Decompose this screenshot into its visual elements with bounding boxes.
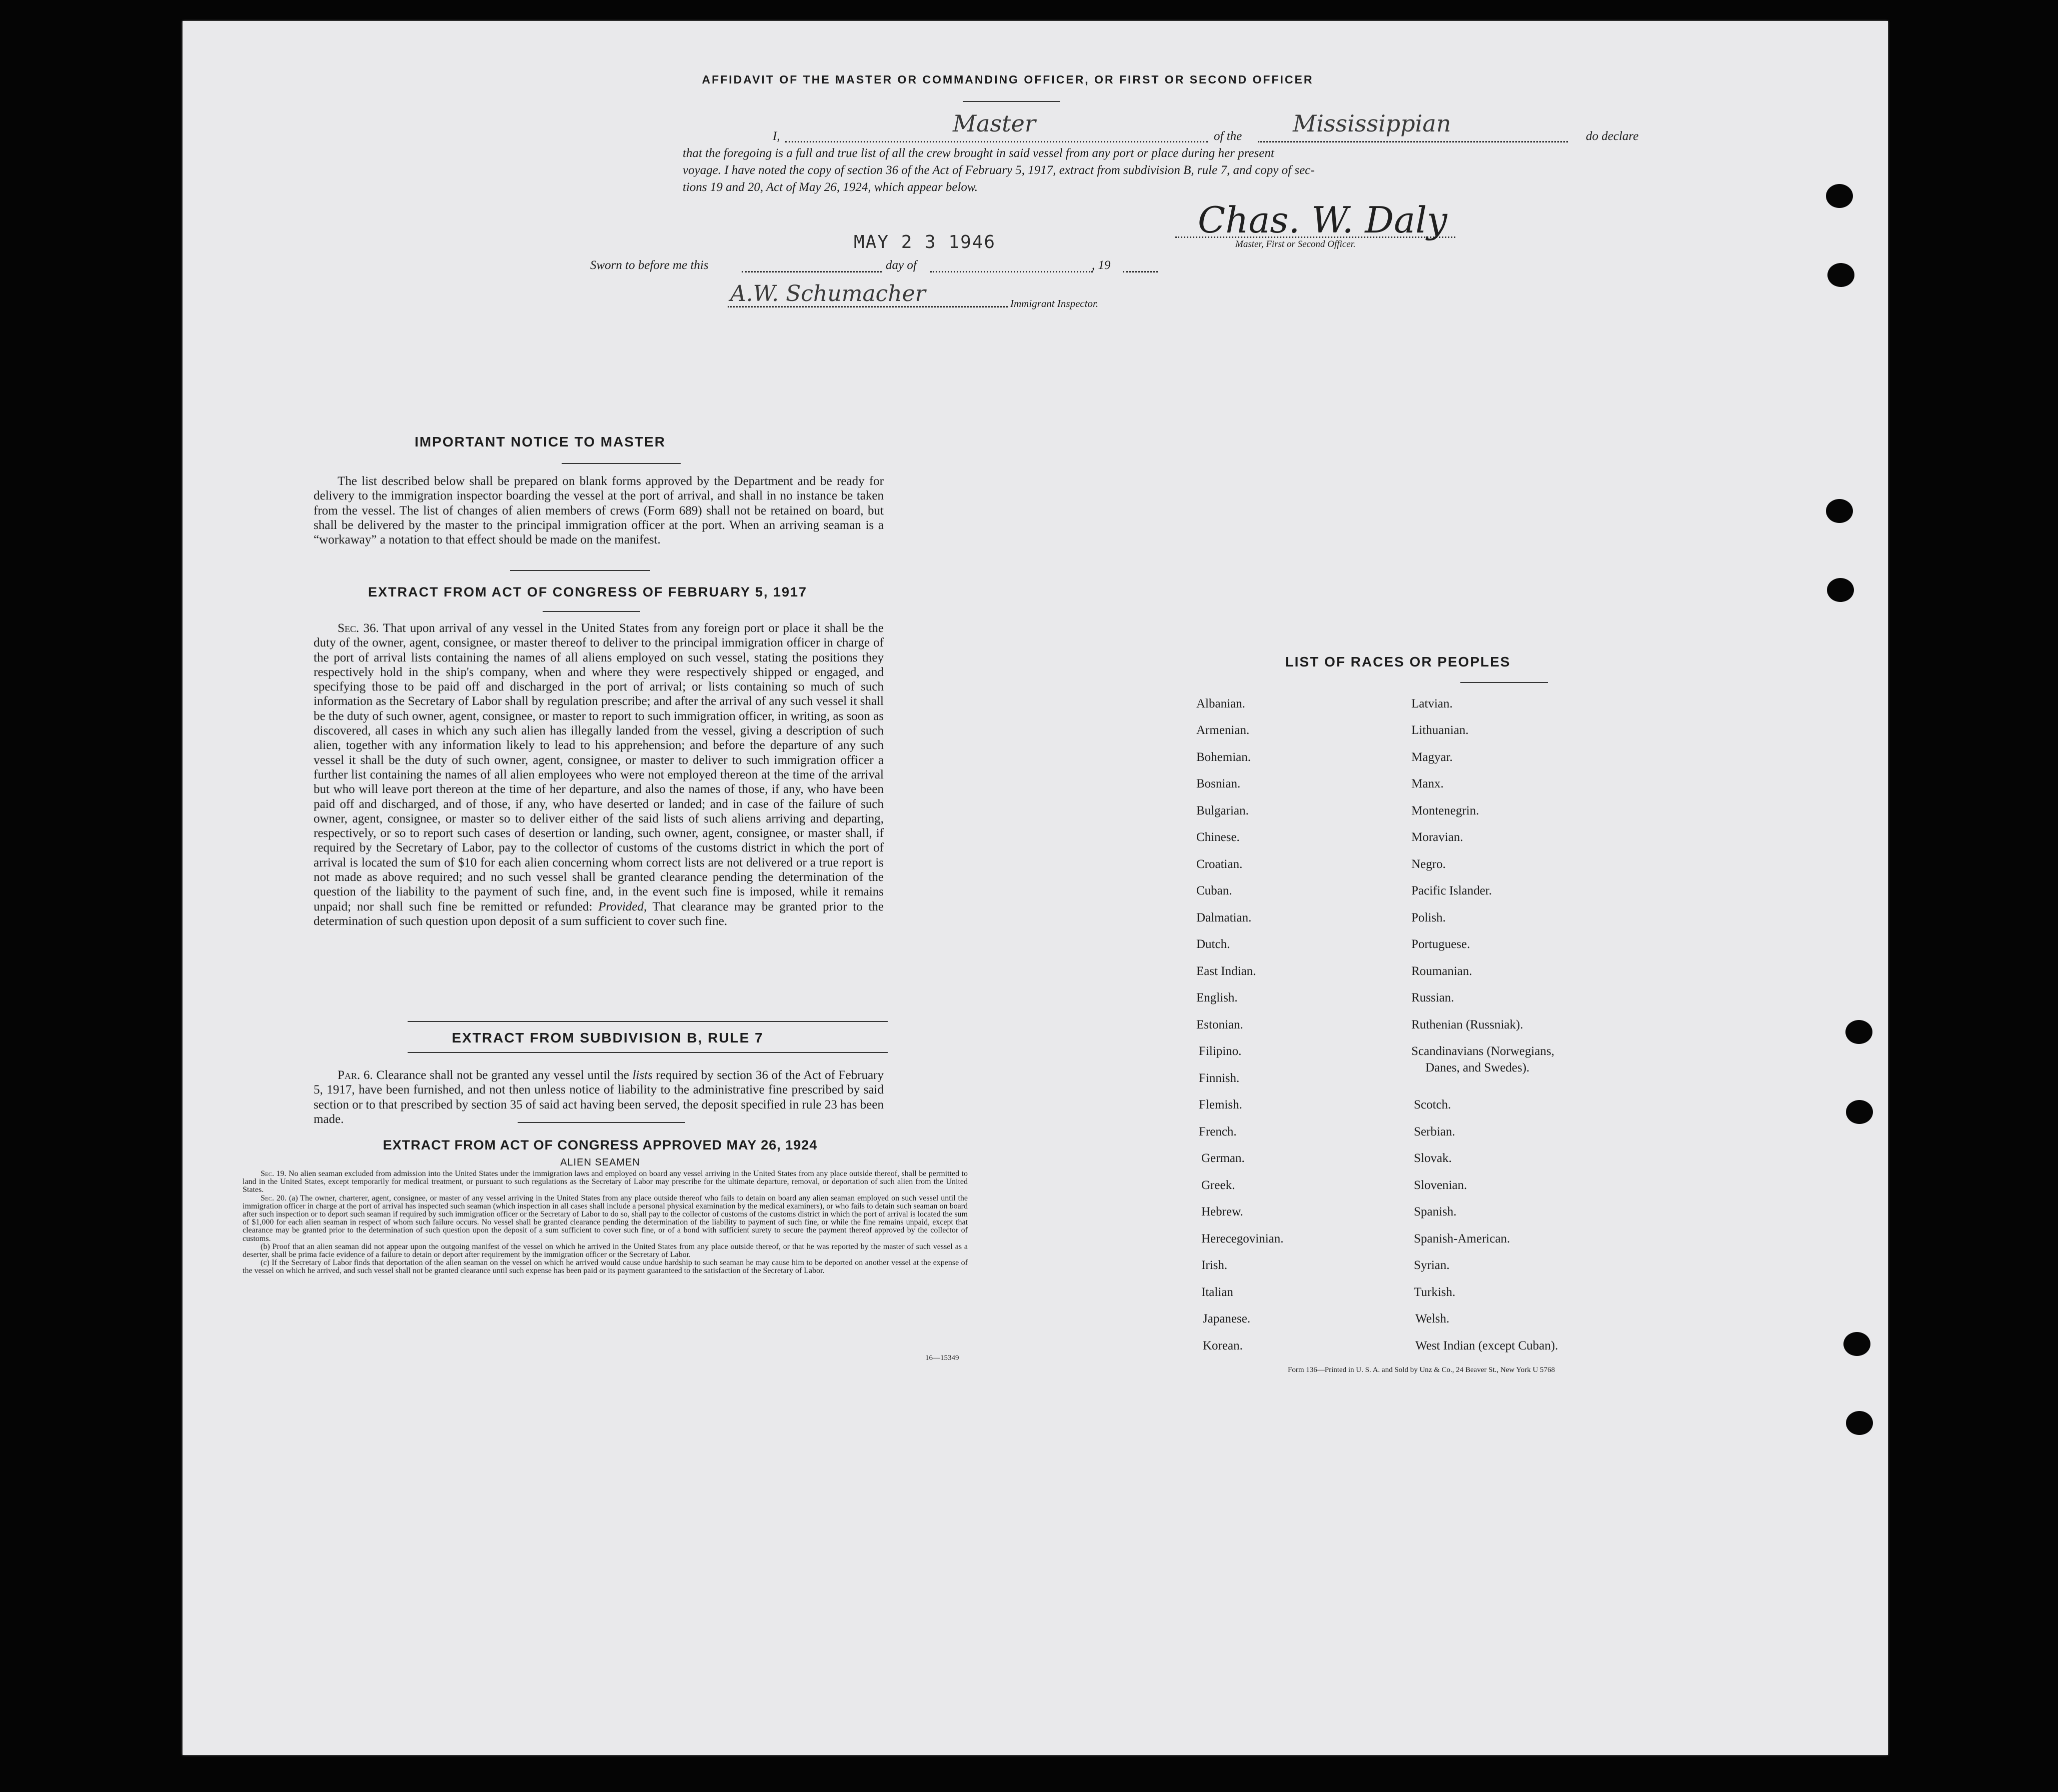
affidavit-i-label: I, (773, 130, 780, 143)
print-code: 16—15349 (925, 1354, 959, 1362)
race-item: Lithuanian. (1411, 724, 1469, 737)
race-item: Bulgarian. (1196, 804, 1249, 818)
race-item: Irish. (1201, 1258, 1228, 1272)
punch-hole (1846, 1100, 1873, 1124)
name-fill-line (785, 141, 1208, 142)
race-item: Albanian. (1196, 697, 1245, 710)
heading-divider (963, 101, 1060, 102)
race-item: Manx. (1411, 777, 1444, 790)
race-item: Bohemian. (1196, 750, 1251, 764)
race-item: German. (1201, 1152, 1245, 1165)
sec-20b-text: (b) Proof that an alien seaman did not appear upon the outgoing manifest of the vessel on which he arrived in the United States from any place outside thereof, or that he was reported by the master of such vessel as a deserter, shall be prima facie evidence of a failure to detain or deport after requirement by the immigration officer or the Secretary of Labor. (243, 1242, 968, 1260)
rule-7-heading: EXTRACT FROM SUBDIVISION B, RULE 7 (452, 1030, 764, 1046)
race-item: Magyar. (1411, 750, 1453, 764)
vessel-fill-line (1258, 141, 1568, 142)
sec-36-label: Sec. 36. (338, 622, 379, 635)
par-6-text-2: required by section 36 of the Act of February 5, 1917, have been furnished, and not then unless notice of liability to the administrative fine prescribed by said section or to that prescribed by section 35 of said act having been served, the deposit specified in rule 23 has been made. (314, 1068, 884, 1126)
alien-seamen-subheading: ALIEN SEAMEN (560, 1157, 640, 1168)
inspector-signature: A.W. Schumacher (730, 281, 926, 306)
race-item: Moravian. (1411, 830, 1463, 844)
inspector-label: Immigrant Inspector. (1010, 298, 1099, 310)
date-stamp: MAY 2 3 1946 (854, 232, 996, 252)
race-item: Cuban. (1196, 884, 1232, 898)
handwritten-vessel: Mississippian (1293, 110, 1451, 137)
affidavit-declaration (683, 110, 1673, 196)
race-item: Negro. (1411, 858, 1446, 871)
race-item: Filipino. (1199, 1044, 1242, 1058)
race-item: Flemish. (1199, 1098, 1242, 1112)
provided-word: Provided, (598, 900, 647, 914)
rule-7-divider-top (408, 1021, 888, 1022)
race-item: Portuguese. (1411, 938, 1470, 951)
race-item: Greek. (1201, 1178, 1235, 1192)
sec-36-text-end: That clearance may be granted prior to the determination of such question upon deposit of a sum sufficient to cover such fine. (314, 900, 884, 928)
sec-19-label: Sec. 19. (261, 1170, 287, 1178)
race-item: Roumanian. (1411, 964, 1472, 978)
affidavit-heading: AFFIDAVIT OF THE MASTER OR COMMANDING OFFICER, OR FIRST OR SECOND OFFICER (702, 73, 1314, 86)
notice-end-divider (510, 570, 650, 571)
punch-hole (1843, 1332, 1870, 1356)
sworn-label: Sworn to before me this (590, 258, 709, 272)
race-item: Latvian. (1411, 697, 1453, 710)
handwritten-name: Master (953, 110, 1036, 137)
race-item: French. (1199, 1125, 1237, 1138)
master-label: Master, First or Second Officer. (1235, 239, 1356, 250)
sec-20c-text: (c) If the Secretary of Labor finds that deportation of the alien seaman on the vessel on which he arrived would cause undue hardship to such seaman he may cause him to be deported on another vessel at the expense of the vessel on which he arrived, and such vessel shall not be granted clearance until such expense has been paid or its payment guaranteed to the satisfaction of the Secretary of Labor. (243, 1258, 968, 1276)
races-divider (1460, 682, 1548, 683)
race-item: Spanish-American. (1414, 1232, 1510, 1246)
notice-divider (562, 463, 681, 464)
day-of-label: day of (886, 258, 917, 272)
race-item: Herecegovinian. (1201, 1232, 1284, 1246)
extract-1917-heading: EXTRACT FROM ACT OF CONGRESS OF FEBRUARY 5, 1917 (368, 584, 808, 600)
punch-hole (1826, 184, 1853, 208)
sec-19-text: No alien seaman excluded from admission into the United States under the immigration laws and employed on board any vessel arriving in the United States from any place outside thereof, shall be permitted to land in the United States, except temporarily for medical treatment, or pursuant to such regulations as the Secretary of Labor may prescribe for the ultimate departure, removal, or deportation of such alien from the United States. (243, 1170, 968, 1194)
punch-hole (1827, 578, 1854, 602)
sec-20a-text: (a) The owner, charterer, agent, consignee, or master of any vessel arriving in the United States from any place outside thereof who fails to detain on board any alien seaman employed on such vessel until the immigration officer in charge at the port of arrival has inspected such seaman (which inspection in all cases shall include a personal physical examination by the medical examiners), or who fails to detain such seaman on board after such inspection or to deport such seaman if required by such immigration officer or the Secretary of Labor to do so, shall pay to the collector of customs of the customs district in which the port of arrival is located the sum of $1,000 for each alien seaman in respect of whom such failure occurs. No vessel shall be granted clearance pending the determination of the liability to payment of such fine, or while the fine remains unpaid, except that clearance may be granted prior to the determination of such question upon the deposit of a sum sufficient to cover such fine, or of a bond with sufficient surety to secure the payment thereof approved by the collector of customs. (243, 1194, 968, 1243)
extract-1924-heading: EXTRACT FROM ACT OF CONGRESS APPROVED MAY 26, 1924 (383, 1138, 818, 1152)
notice-body (314, 474, 884, 547)
race-item: Serbian. (1414, 1125, 1455, 1138)
race-item: Danes, and Swedes). (1425, 1061, 1530, 1074)
master-signature: Chas. W. Daly (1198, 199, 1447, 241)
race-item: Scotch. (1414, 1098, 1451, 1112)
form-footer-note: Form 136—Printed in U. S. A. and Sold by Unz & Co., 24 Beaver St., New York U 5768 (1288, 1366, 1555, 1374)
document-page (183, 21, 1888, 1755)
race-item: Syrian. (1414, 1258, 1450, 1272)
month-fill-line (930, 271, 1093, 272)
par-6-label: Par. 6. (338, 1068, 373, 1082)
affidavit-of-the: of the (1214, 130, 1242, 143)
race-item: East Indian. (1196, 964, 1256, 978)
race-item: Croatian. (1196, 858, 1243, 871)
punch-hole (1826, 499, 1853, 523)
race-item: English. (1196, 991, 1238, 1004)
race-item: Hebrew. (1201, 1205, 1243, 1218)
sec-36-text: That upon arrival of any vessel in the United States from any foreign port or place it shall be the duty of the owner, agent, consignee, or master thereof to deliver to the principal immigration officer in charge of the port of arrival lists containing the names of all aliens employed on such vessel, stating the positions they respectively hold in the ship's company, when and where they were respectively shipped or engaged, and specifying those to be paid off and discharged in the port of arrival; or lists containing so much of such information as the Secretary of Labor shall by regulation prescribe; and after the arrival of any such vessel it shall be the duty of such owner, agent, consignee, or master to report to such immigration officer, in writing, as soon as discovered, all cases in which any such alien has illegally landed from the vessel, giving a description of such alien, together with any information likely to lead to his apprehension; and before the departure of any such vessel it shall be the duty of such owner, agent, consignee, or master to deliver to such immigration officer a further list containing the names of all alien employees who were not employed thereon at the time of the arrival but who will leave port thereon at the time of her departure, and also the names of those, if any, who have been paid off and discharged, and of those, if any, who have deserted or landed; and in case of the failure of such owner, agent, consignee, or master so to deliver either of the said lists of such aliens arriving and departing, respectively, or so to report such cases of desertion or landing, such owner, agent, consignee, or master shall, if required by the Secretary of Labor, pay to the collector of customs of the customs district in which the port of arrival is located the sum of $10 for each alien concerning whom correct lists are not delivered or a true report is not made as above required; and no such vessel shall be granted clearance pending the determination of the question of the liability to the payment of such fine, and, in the event such fine is imposed, while it remains unpaid; nor shall such fine be remitted or refunded: (314, 622, 884, 914)
race-item: Pacific Islander. (1411, 884, 1492, 898)
race-item: Italian (1201, 1286, 1233, 1299)
rule-7-body (314, 1068, 884, 1126)
par-6-text-1: Clearance shall not be granted any vessel until the (376, 1068, 629, 1082)
race-item: Finnish. (1199, 1072, 1240, 1085)
race-item: Montenegrin. (1411, 804, 1479, 818)
year-label: , 19 (1092, 258, 1111, 272)
race-item: Spanish. (1414, 1205, 1457, 1218)
extract-1924-body (243, 1170, 968, 1276)
affidavit-do-declare: do declare (1586, 130, 1639, 143)
day-fill-line (742, 271, 882, 272)
punch-hole (1827, 263, 1854, 287)
lists-word: lists (632, 1068, 653, 1082)
declaration-line-3: voyage. I have noted the copy of section 36 of the Act of February 5, 1917, extract from subdivision B, rule 7, and copy of sec- (683, 164, 1315, 177)
race-item: Turkish. (1414, 1286, 1456, 1299)
rule-7-end-divider (518, 1122, 685, 1123)
rule-7-divider-bottom (408, 1052, 888, 1053)
race-item: Dutch. (1196, 938, 1230, 951)
punch-hole (1845, 1020, 1872, 1044)
races-heading: LIST OF RACES OR PEOPLES (1285, 654, 1511, 670)
race-item: Slovenian. (1414, 1178, 1467, 1192)
sec-20-label: Sec. 20. (261, 1194, 287, 1202)
declaration-line-2: that the foregoing is a full and true list of all the crew brought in said vessel from any port or place during her present (683, 146, 1274, 160)
race-item: Ruthenian (Russniak). (1411, 1018, 1523, 1032)
race-item: Estonian. (1196, 1018, 1243, 1032)
race-item: Scandinavians (Norwegians, (1411, 1044, 1555, 1058)
extract-1917-divider (543, 611, 640, 612)
race-item: Slovak. (1414, 1152, 1452, 1165)
race-item: Japanese. (1203, 1312, 1251, 1326)
notice-heading: IMPORTANT NOTICE TO MASTER (414, 434, 666, 450)
race-item: Russian. (1411, 991, 1454, 1004)
race-item: Chinese. (1196, 830, 1240, 844)
extract-1917-body (314, 621, 884, 928)
race-item: Bosnian. (1196, 777, 1241, 790)
notice-text: The list described below shall be prepared on blank forms approved by the Department and be ready for delivery to the immigration inspector boarding the vessel at the port of arrival, and shall in no instance be taken from the vessel. The list of changes of alien members of crews (Form 689) shall not be retained on board, but shall be delivered by the master to the principal immigration officer at the port. When an arriving seaman is a “workaway” a notation to that effect should be made on the manifest. (314, 474, 884, 547)
race-item: Dalmatian. (1196, 911, 1252, 924)
year-fill-line (1123, 271, 1158, 272)
race-item: West Indian (except Cuban). (1415, 1339, 1558, 1352)
race-item: Welsh. (1415, 1312, 1450, 1326)
punch-hole (1846, 1411, 1873, 1435)
race-item: Polish. (1411, 911, 1446, 924)
declaration-line-4: tions 19 and 20, Act of May 26, 1924, which appear below. (683, 180, 978, 194)
race-item: Korean. (1203, 1339, 1243, 1352)
race-item: Armenian. (1196, 724, 1250, 737)
